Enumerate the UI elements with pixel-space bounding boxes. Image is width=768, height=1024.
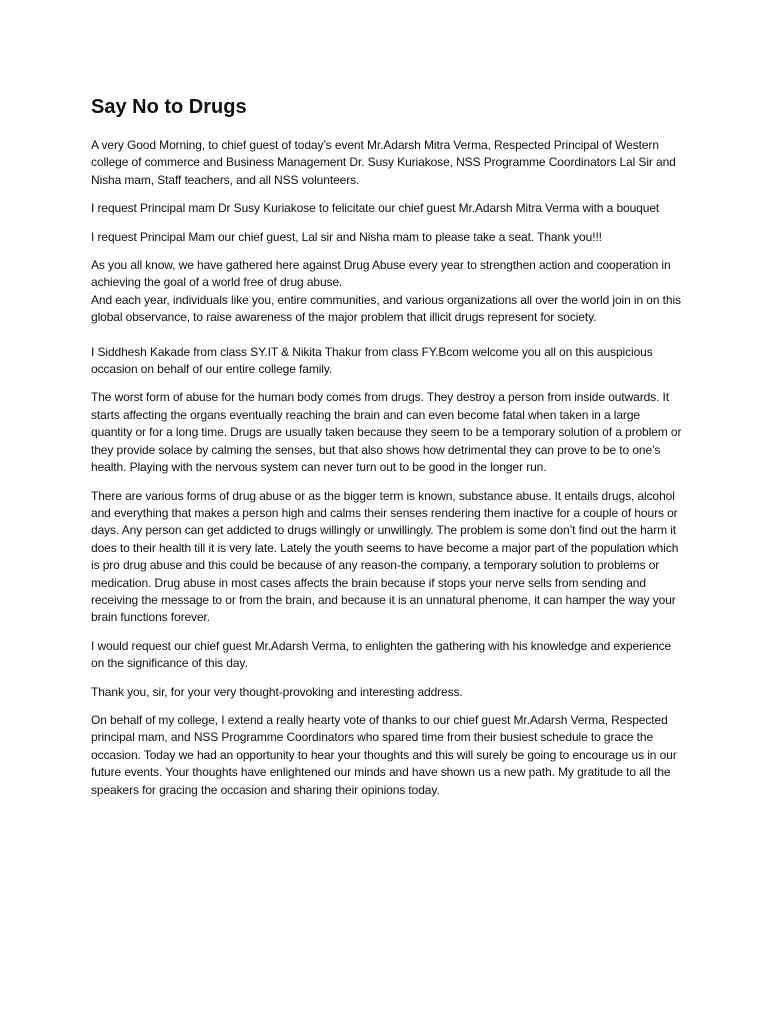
paragraph-greeting: A very Good Morning, to chief guest of today’s event Mr.Adarsh Mitra Verma, Respected Principal of Western college of commerce and Business Management Dr. Susy Kuriakose, NSS Programme Coordinators Lal Sir and Nisha mam, Staff teachers, and all NSS volunteers. (91, 138, 676, 187)
blank-line (91, 327, 683, 344)
paragraph-welcome: I Siddhesh Kakade from class SY.IT & Nikita Thakur from class FY.Bcom welcome you all on this auspicious occasion on behalf of our entire college family. (91, 344, 653, 377)
document-title: Say No to Drugs (91, 96, 247, 118)
paragraph-forms-of-abuse: There are various forms of drug abuse or as the bigger term is known, substance abuse. It entails drugs, alcohol and everything that makes a person high and calms their senses rendering them inactive for a couple of hours or days. Any person can get addicted to drugs willingly or unwillingly. The problem is some don’t find out the harm it does to their health till it is very late. Lately the youth seems to have become a major part of the population which is pro drug abuse and this could be because of any reason-the company, a temporary solution to problems or medication. Drug abuse in most cases affects the brain because if stops your nerve sells from sending and receiving the message to or from the brain, and because it is an unnatural phenome, it can hamper the way your brain functions forever. (91, 488, 679, 625)
paragraph-seat-request: I request Principal Mam our chief guest, Lal sir and Nisha mam to please take a seat. Thank you!!! (91, 229, 602, 244)
paragraph-global-observance: And each year, individuals like you, entire communities, and various organizations all over the world join in on this global observance, to raise awareness of the major problem that illicit drugs represent for society. (91, 292, 681, 325)
paragraph-thank-you: Thank you, sir, for your very thought-provoking and interesting address. (91, 684, 463, 699)
paragraph-request-address: I would request our chief guest Mr.Adarsh Verma, to enlighten the gathering with his knowledge and experience on the significance of this day. (91, 638, 672, 671)
paragraph-group-purpose (91, 257, 683, 327)
paragraph-worst-form: The worst form of abuse for the human body comes from drugs. They destroy a person from inside outwards. It starts affecting the organs eventually reaching the brain and can even become fatal when taken in a large quantity or for a long time. Drugs are usually taken because they seem to be a temporary solution of a problem or they provide solace by calming the senses, but that also shows how detrimental they can prove to be to one’s health. Playing with the nervous system can never turn out to be good in the longer run. (91, 390, 682, 475)
paragraph-vote-of-thanks: On behalf of my college, I extend a really hearty vote of thanks to our chief guest Mr.Adarsh Verma, Respected principal mam, and NSS Programme Coordinators who spared time from their busiest schedule to grace the occasion. Today we had an opportunity to hear your thoughts and this will surely be going to encourage us in our future events. Your thoughts have enlightened our minds and have shown us a new path. My gratitude to all the speakers for gracing the occasion and sharing their opinions today. (91, 712, 677, 797)
document-page (91, 94, 683, 810)
paragraph-felicitate-request: I request Principal mam Dr Susy Kuriakose to felicitate our chief guest Mr.Adarsh Mitra Verma with a bouquet (91, 201, 660, 216)
paragraph-purpose: As you all know, we have gathered here against Drug Abuse every year to strengthen action and cooperation in achieving the goal of a world free of drug abuse. (91, 258, 671, 290)
